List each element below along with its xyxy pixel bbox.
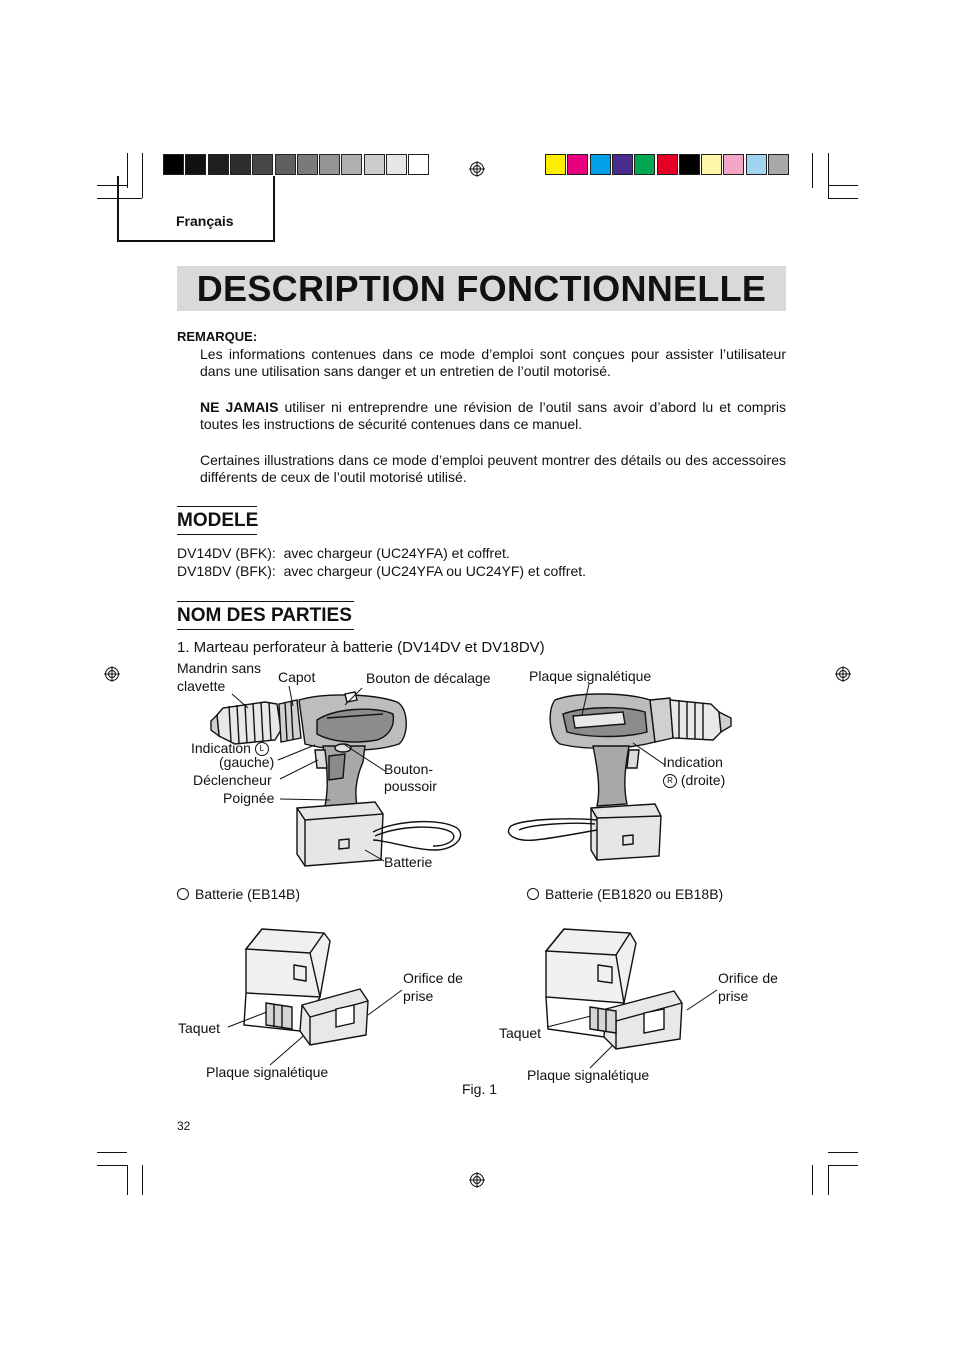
label-bouton-poussoir: Bouton- <box>384 761 434 777</box>
label-taquet-right: Taquet <box>499 1025 542 1041</box>
rotation-right-icon: R <box>663 774 677 788</box>
label-indication-gauche-2: (gauche) <box>219 754 275 770</box>
label-batterie: Batterie <box>384 854 433 870</box>
page-number: 32 <box>177 1119 191 1133</box>
label-capot: Capot <box>278 669 316 685</box>
remarque-heading: REMARQUE: <box>177 329 258 344</box>
label-mandrin: Mandrin sans <box>177 660 262 676</box>
label-plaque-left: Plaque signalétique <box>206 1064 329 1080</box>
label-orifice-left-2: prise <box>403 988 434 1004</box>
caption-text: Batterie (EB1820 ou EB18B) <box>545 886 724 902</box>
language-label: Français <box>176 213 234 229</box>
label-orifice-right: Orifice de <box>718 970 778 986</box>
label-text: (droite) <box>680 772 726 788</box>
label-declencheur: Déclencheur <box>193 772 272 788</box>
label-plaque-signaletique: Plaque signalétique <box>529 668 652 684</box>
model-description: avec chargeur (UC24YFA ou UC24YF) et coffret. <box>283 563 587 579</box>
remarque-paragraph-3: Certaines illustrations dans ce mode d’emploi peuvent montrer des détails ou des accessoires différents de ceux de l’outil motorisé utilisé. <box>200 452 786 485</box>
caption-text: Batterie (EB14B) <box>195 886 301 902</box>
battery-right-caption <box>527 886 723 903</box>
figure-caption: Fig. 1 <box>462 1081 498 1097</box>
modele-heading: MODELE <box>177 510 259 531</box>
rotation-left-icon: L <box>255 742 269 756</box>
model-code: DV18DV (BFK): <box>177 563 276 579</box>
label-taquet-left: Taquet <box>178 1020 221 1036</box>
label-orifice-right-2: prise <box>718 988 749 1004</box>
label-plaque-right: Plaque signalétique <box>527 1067 650 1083</box>
model-code: DV14DV (BFK): <box>177 545 276 561</box>
model-description: avec chargeur (UC24YFA) et coffret. <box>283 545 510 561</box>
ne-jamais-emphasis: NE JAMAIS <box>200 399 279 415</box>
label-poignee: Poignée <box>223 790 275 806</box>
page-title: DESCRIPTION FONCTIONNELLE <box>196 268 767 309</box>
label-mandrin-2: clavette <box>177 678 226 694</box>
nom-des-parties-heading: NOM DES PARTIES <box>177 605 352 626</box>
label-text: Indication <box>191 740 251 756</box>
circle-bullet-icon <box>527 888 539 900</box>
label-bouton-poussoir-2: poussoir <box>384 778 437 794</box>
circle-bullet-icon <box>177 888 189 900</box>
battery-left-illustration <box>240 925 375 1055</box>
label-indication-droite: Indication <box>663 754 723 770</box>
battery-left-caption <box>177 886 300 903</box>
battery-right-illustration <box>540 925 690 1055</box>
label-indication-droite-2 <box>663 772 725 789</box>
item-1-heading: 1. Marteau perforateur à batterie (DV14DV et DV18DV) <box>177 639 545 656</box>
remarque-paragraph-1: Les informations contenues dans ce mode d’emploi sont conçues pour assister l’utilisateur dans une utilisation sans danger et un entretien de l’outil motorisé. <box>200 346 786 379</box>
label-orifice-left: Orifice de <box>403 970 463 986</box>
remarque-paragraph-2-text: utiliser ni entreprendre une révision de l’outil sans avoir d’abord lu et compris toutes les instructions de sécurité contenues dans ce manuel. <box>200 399 786 432</box>
label-bouton-decalage: Bouton de décalage <box>366 670 491 686</box>
